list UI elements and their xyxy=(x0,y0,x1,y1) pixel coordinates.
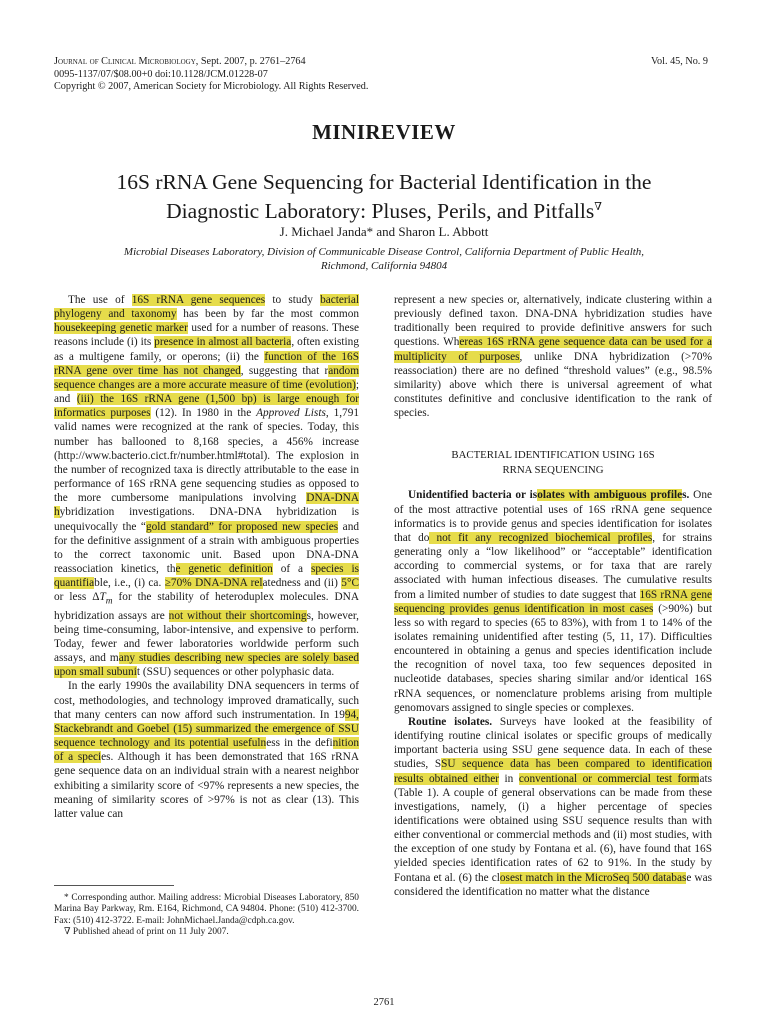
issn-doi: 0095-1137/07/$08.00+0 doi:10.1128/JCM.01228-07 xyxy=(54,68,268,80)
paragraph-intro: The use of 16S rRNA gene sequences to study bacterial phylogeny and taxonomy has been by far the most common housekeeping genetic marker used for a number of reasons. These reasons include (i) its presence in almost all bacteria, often existing as a multigene family, or operons; (ii) the function of the 16S rRNA gene over time has not changed, suggesting that random sequence changes are a more accurate measure of time (evolution); and (iii) the 16S rRNA gene (1,500 bp) is large enough for informatics purposes (12). In 1980 in the Approved Lists, 1,791 valid names were recognized at the rank of species. Today, this number has ballooned to 8,168 species, a 456% increase (http://www.bacterio.cict.fr/number.html#total). The explosion in the number of recognized taxa is directly attributable to the ease in performance of 16S rRNA gene sequencing studies as opposed to the more cumbersome manipulations involving DNA-DNA hybridization investigations. DNA-DNA hybridization is unequivocally the “gold standard” for proposed new species and for the definitive assignment of a strain with ambiguous properties to the correct taxonomic unit. Based upon DNA-DNA reassociation kinetics, the genetic definition of a species is quantifiable, i.e., (i) ca. ≥70% DNA-DNA relatedness and (ii) 5°C or less $\Delta T_m$ for the stability of heteroduplex molecules. DNA hybridization assays are not without their shortcomings, however, being time-consuming, labor-intensive, and expensive to perform. Today, fewer and fewer laboratories worldwide perform such assays, and many studies describing new species are solely based upon small subunit (SSU) sequences or other polyphasic data. xyxy=(54,294,360,679)
highlight: gold standard” for proposed new species xyxy=(145,520,339,533)
highlight: e genetic definition xyxy=(175,562,273,575)
volume-info: Vol. 45, No. 9 xyxy=(651,56,708,67)
highlight: presence in almost all bacteria xyxy=(154,336,292,349)
paragraph-routine: Routine isolates. Surveys have looked at the feasibility of identifying routine clinical isolates or specific groups of medically important bacteria using SSU gene sequence data. In each of these studies, SSU sequence data has been compared to identification results obtained either in conventional or commercial test formats (Table 1). A couple of general observations can be made from these investigations, namely, (i) a higher percentage of species identifications were obtained using SSU sequence results than with either conventional or commercial methods and (ii) most studies, with the exception of one study by Fontana et al. (6), have found that 16S yielded species identification rates of 62 to 91%. In the study by Fontana et al. (6) the closest match in the MicroSeq 500 database was considered the identification no matter what the distance xyxy=(394,715,712,898)
highlight: housekeeping genetic marker xyxy=(54,322,188,335)
paragraph-sequencers: In the early 1990s the availability DNA sequencers in terms of cost, methodologies, and technology improved dramatically, such that many centers can now afford such instrumentation. In 1994, Stackebrandt and Goebel (15) summarized the emergence of SSU sequence technology and its potential usefulness in the definition of a species. Although it has been demonstrated that 16S rRNA gene sequence data on an individual strain with a nearest neighbor exhibiting a similarity score of <97% represents a new species, the meaning of similarity scores of >97% is not as clear (13). This latter value can xyxy=(54,680,360,820)
article-type-label: MINIREVIEW xyxy=(312,120,456,144)
highlight: osest match in the MicroSeq 500 databas xyxy=(499,871,687,884)
copyright-line: Copyright © 2007, American Society for Microbiology. All Rights Reserved. xyxy=(54,81,369,93)
title-footnote-mark: ∇ xyxy=(594,201,602,213)
journal-citation: Journal of Clinical Microbiology, Sept. 2007, p. 2761–2764 xyxy=(54,56,306,67)
highlight: conventional or commercial test form xyxy=(518,772,700,785)
article-title: 16S rRNA Gene Sequencing for Bacterial Identification in the Diagnostic Laboratory: Pluses, Perils, and Pitfalls∇ xyxy=(116,170,652,224)
highlight: function of the 16S rRNA gene over time has not changed xyxy=(54,350,359,377)
running-header xyxy=(54,56,708,94)
footnote-published: ∇ Published ahead of print on 11 July 2007. xyxy=(64,927,229,938)
highlight: DNA-DNA h xyxy=(54,492,359,519)
highlight: any studies describing new species are solely based upon small subuni xyxy=(54,652,359,679)
highlight: 16S rRNA gene sequences xyxy=(131,294,266,306)
highlight: 5°C xyxy=(341,577,359,590)
highlight: SU sequence data has been compared to identification results obtained either xyxy=(394,758,712,785)
footnotes xyxy=(54,893,359,939)
highlight: bacterial phylogeny and taxonomy xyxy=(54,294,359,321)
highlight: species is quantifia xyxy=(54,562,359,590)
left-column xyxy=(54,293,359,821)
highlight: andom sequence changes are a more accurate measure of time (evolution) xyxy=(54,364,359,391)
highlight: 16S rRNA gene sequencing provides genus identification in most cases xyxy=(394,588,713,615)
author-list: J. Michael Janda* and Sharon L. Abbott xyxy=(279,224,489,239)
section-heading: BACTERIAL IDENTIFICATION USING 16S RRNA SEQUENCING xyxy=(451,449,655,477)
highlight: 94, Stackebrandt and Goebel (15) summarized the emergence of xyxy=(54,708,359,735)
highlight: nition of a speci xyxy=(54,737,360,764)
page-number: 2761 xyxy=(373,997,395,1008)
highlight: ereas 16S rRNA gene sequence data can be used for a multiplicity of purposes xyxy=(394,336,712,363)
footnote-corresponding: * Corresponding author. Mailing address: Microbial Diseases Laboratory, 850 Marina Bay Parkway, Rm. E164, Richmond, CA 94804. Phone: (510) 412-3700. Fax: (510) 412-3722. E-mail: JohnMichael.Janda@cdph.ca.gov. xyxy=(54,893,359,926)
highlight: not fit any recognized biochemical profiles xyxy=(429,531,653,544)
highlight: (iii) the 16S rRNA gene (1,500 bp) is large enough for informatics purposes xyxy=(54,393,359,420)
paragraph-continuation: represent a new species or, alternatively, indicate clustering within a previously defined taxon. DNA-DNA hybridization studies have traditionally been required to provide definitive answers for such questions. Whereas 16S rRNA gene sequence data can be used for a multiplicity of purposes, unlike DNA hybridization (>70% reassociation) there are no defined “threshold values” (e.g., 98.5% similarity) above which there is universal agreement of what constitutes definitive and conclusive identification to the rank of species. xyxy=(394,294,712,420)
highlight: not without their shortcoming xyxy=(168,609,307,622)
paragraph-unidentified: Unidentified bacteria or isolates with ambiguous profiles. One of the most attractive potential uses of 16S rRNA gene sequence informatics is to provide genus and species identification for isolates that do not fit any recognized biochemical profiles, for strains generating only a “low likelihood” or “acceptable” identification according to commercial systems, or for taxa that are rarely associated with human infectious diseases. The cumulative results from a limited number of studies to date suggest that 16S rRNA gene sequencing provides genus identification in most cases (>90%) but less so with regard to species (65 to 83%), with from 1 to 14% of the isolates remaining unidentified after testing (5, 11, 17). Difficulties encountered in obtaining a genus and species identification include the recognition of novel taxa, too few sequences deposited in nucleotide databases, species sharing similar and/or identical 16S rRNA sequences, or nomenclature problems arising from multiple genomovars assigned to single species or complexes. xyxy=(394,489,713,714)
highlight: olates with ambiguous profile xyxy=(537,489,683,502)
footnote-divider xyxy=(54,885,174,886)
highlight: SSU sequence technology and its potential usefuln xyxy=(54,722,359,750)
highlight: ≥70% DNA-DNA rel xyxy=(164,577,263,590)
right-column xyxy=(394,293,712,899)
affiliation: Microbial Diseases Laboratory, Division of Communicable Disease Control, California Department of Public Health, Richmond, California 94804 xyxy=(123,246,645,272)
